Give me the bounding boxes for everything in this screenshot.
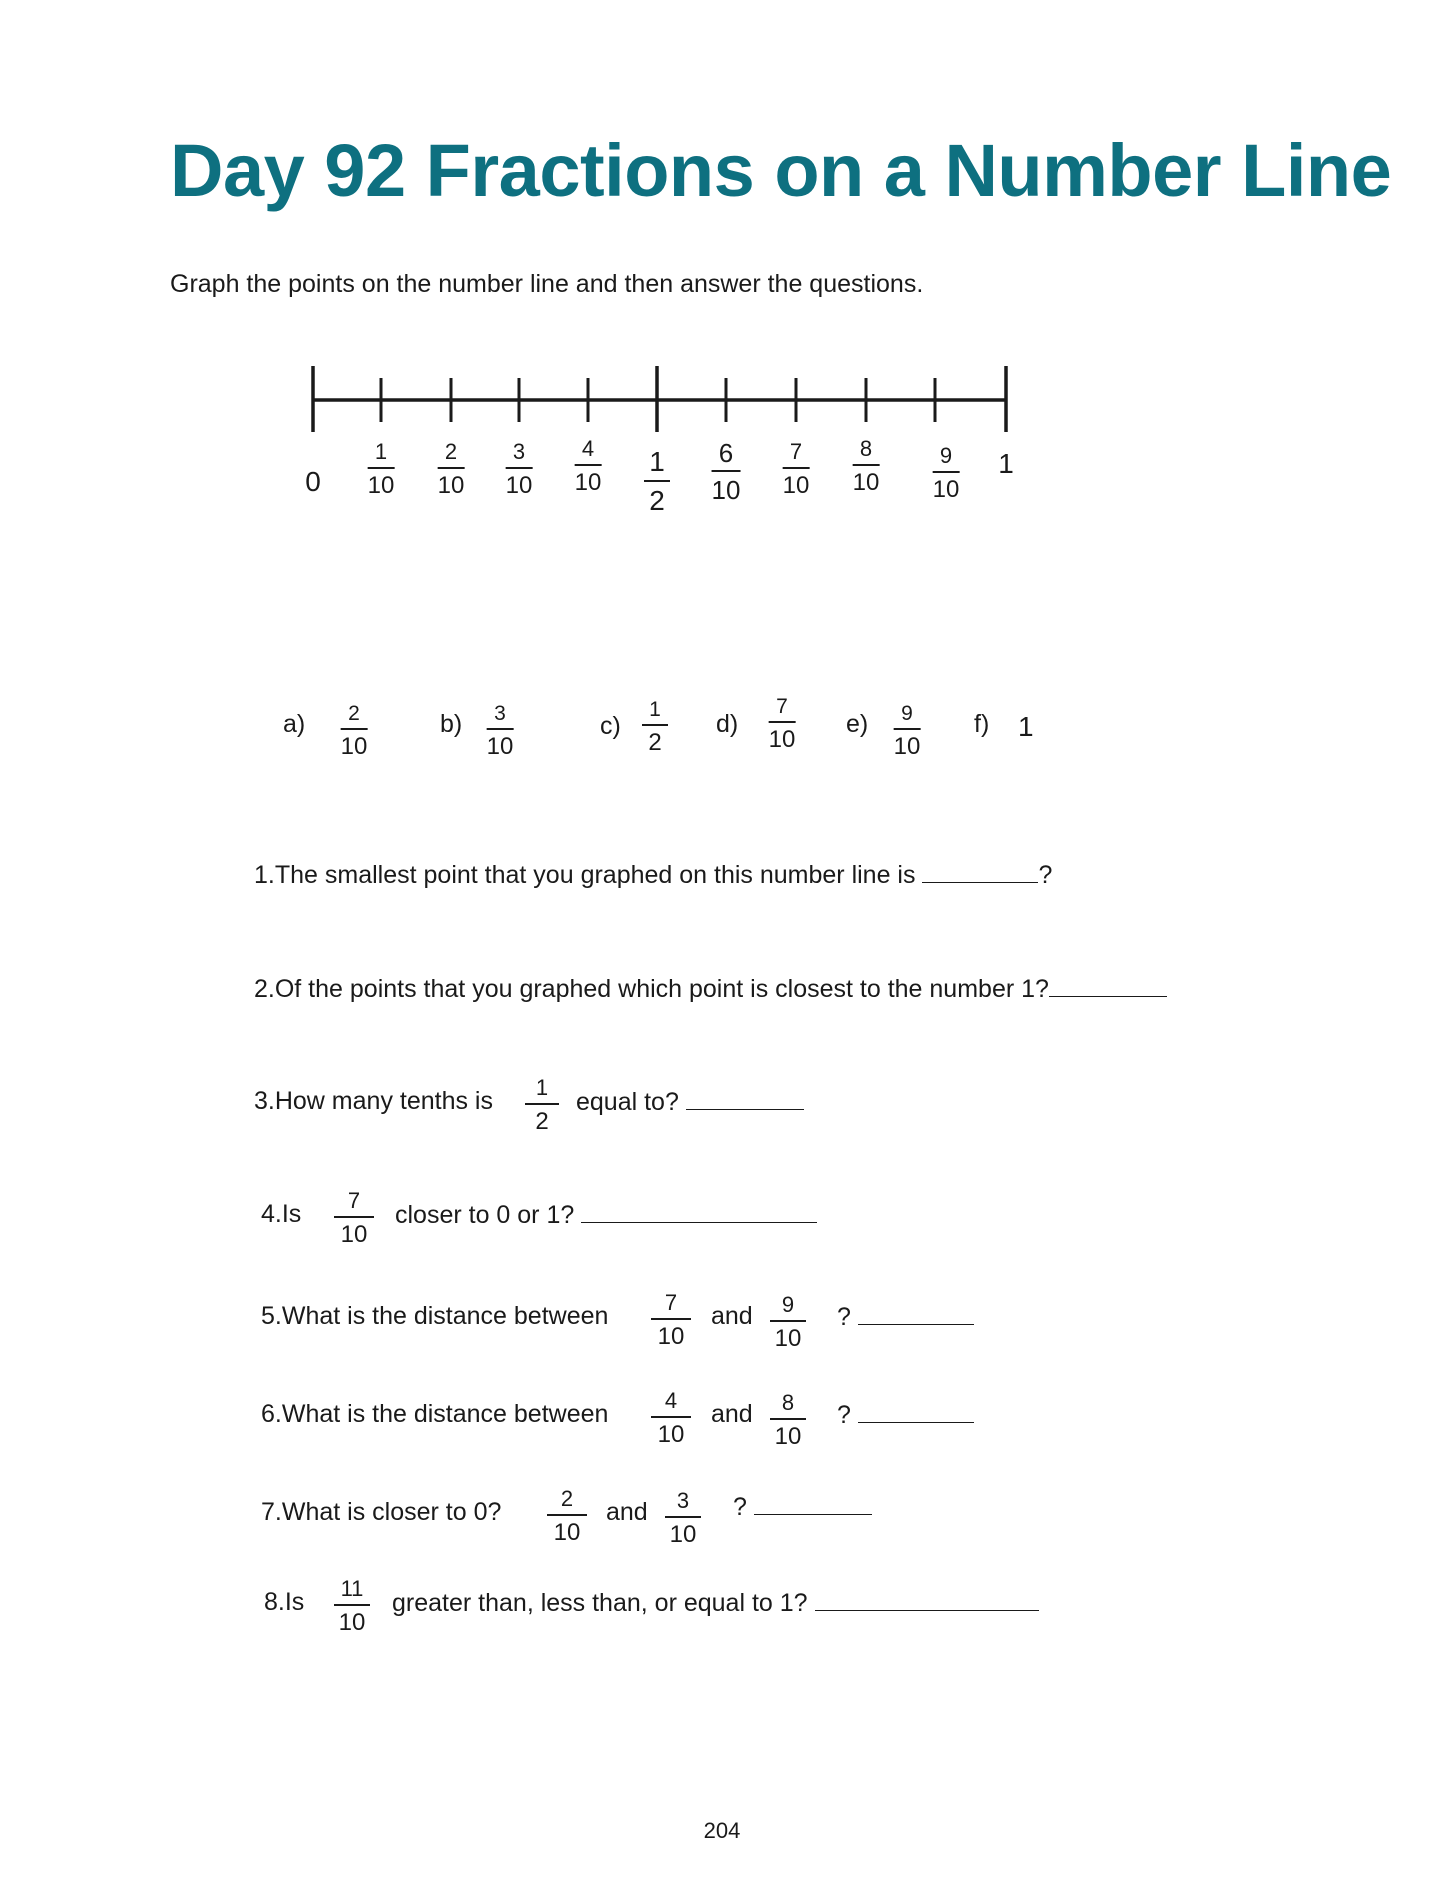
answer-blank-7[interactable] [754,1492,872,1515]
question-3-tail: equal to? [576,1087,804,1117]
question-6-text: 6.What is the distance between [261,1400,609,1428]
answer-blank-6[interactable] [858,1400,974,1423]
question-6-tail: ? [837,1400,974,1430]
point-e-fraction: 9 10 [893,702,921,760]
question-8-tail: greater than, less than, or equal to 1? [392,1588,1039,1618]
question-5-and: and [711,1302,753,1330]
question-5-tail: ? [837,1302,974,1332]
question-7-tail: ? [733,1492,872,1522]
question-2-text: 2.Of the points that you graphed which point is closest to the number 1? [254,975,1049,1003]
question-5-text: 5.What is the distance between [261,1302,609,1330]
question-1-text: 1.The smallest point that you graphed on this number line is [254,861,916,889]
question-4-tail: closer to 0 or 1? [395,1200,817,1230]
question-6-and: and [711,1400,753,1428]
question-8-fraction: 11 10 [334,1578,370,1635]
point-d-fraction: 7 10 [768,695,796,753]
point-c-label: c) [600,712,621,740]
question-3-text: 3.How many tenths is [254,1087,493,1115]
answer-blank-5[interactable] [858,1302,974,1325]
question-7-fraction-2: 3 10 [665,1490,701,1547]
question-5-fraction-1: 7 10 [651,1292,691,1349]
number-line-label-0: 0 [305,466,321,497]
number-line-label-6-10: 6 10 [711,438,741,505]
answer-blank-1[interactable] [922,860,1038,883]
number-line-label-4-10: 4 10 [574,436,602,496]
point-a-label: a) [283,710,306,738]
answer-blank-3[interactable] [686,1087,804,1110]
page-number: 204 [703,1818,741,1843]
question-8-text: 8.Is [264,1588,305,1616]
point-f-label: f) [974,710,990,738]
point-d-label: d) [716,710,739,738]
question-7-text: 7.What is closer to 0? [261,1498,502,1526]
instructions-text: Graph the points on the number line and then answer the questions. [170,270,924,298]
number-line-label-7-10: 7 10 [782,439,810,499]
question-7-and: and [606,1498,648,1526]
question-1-mark: ? [1038,861,1053,889]
question-5-fraction-2: 9 10 [770,1294,806,1351]
point-e-label: e) [846,710,869,738]
point-b-fraction: 3 10 [486,702,514,760]
point-a-fraction: 2 10 [340,702,368,760]
number-line-label-8-10: 8 10 [852,436,880,496]
point-c-fraction: 1 2 [642,699,668,755]
number-line-label-1-10: 1 10 [367,439,395,499]
point-f-value: 1 [1018,711,1034,742]
number-line-label-3-10: 3 10 [505,439,533,499]
question-2 [254,974,1167,1004]
number-line-label-1-2: 1 2 [644,448,670,515]
number-line-label-9-10: 9 10 [932,443,960,503]
answer-blank-2[interactable] [1049,974,1167,997]
question-3-fraction: 1 2 [525,1077,559,1134]
question-4-fraction: 7 10 [334,1190,374,1247]
point-b-label: b) [440,710,463,738]
page-title: Day 92 Fractions on a Number Line [170,129,1392,212]
question-6-fraction-2: 8 10 [770,1392,806,1449]
question-7-fraction-1: 2 10 [547,1488,587,1545]
answer-blank-4[interactable] [581,1200,817,1223]
question-4-text: 4.Is [261,1200,302,1228]
answer-blank-8[interactable] [815,1588,1039,1611]
number-line-label-2-10: 2 10 [437,439,465,499]
question-6-fraction-1: 4 10 [651,1390,691,1447]
question-1 [254,860,1052,890]
number-line-label-1: 1 [998,448,1014,479]
